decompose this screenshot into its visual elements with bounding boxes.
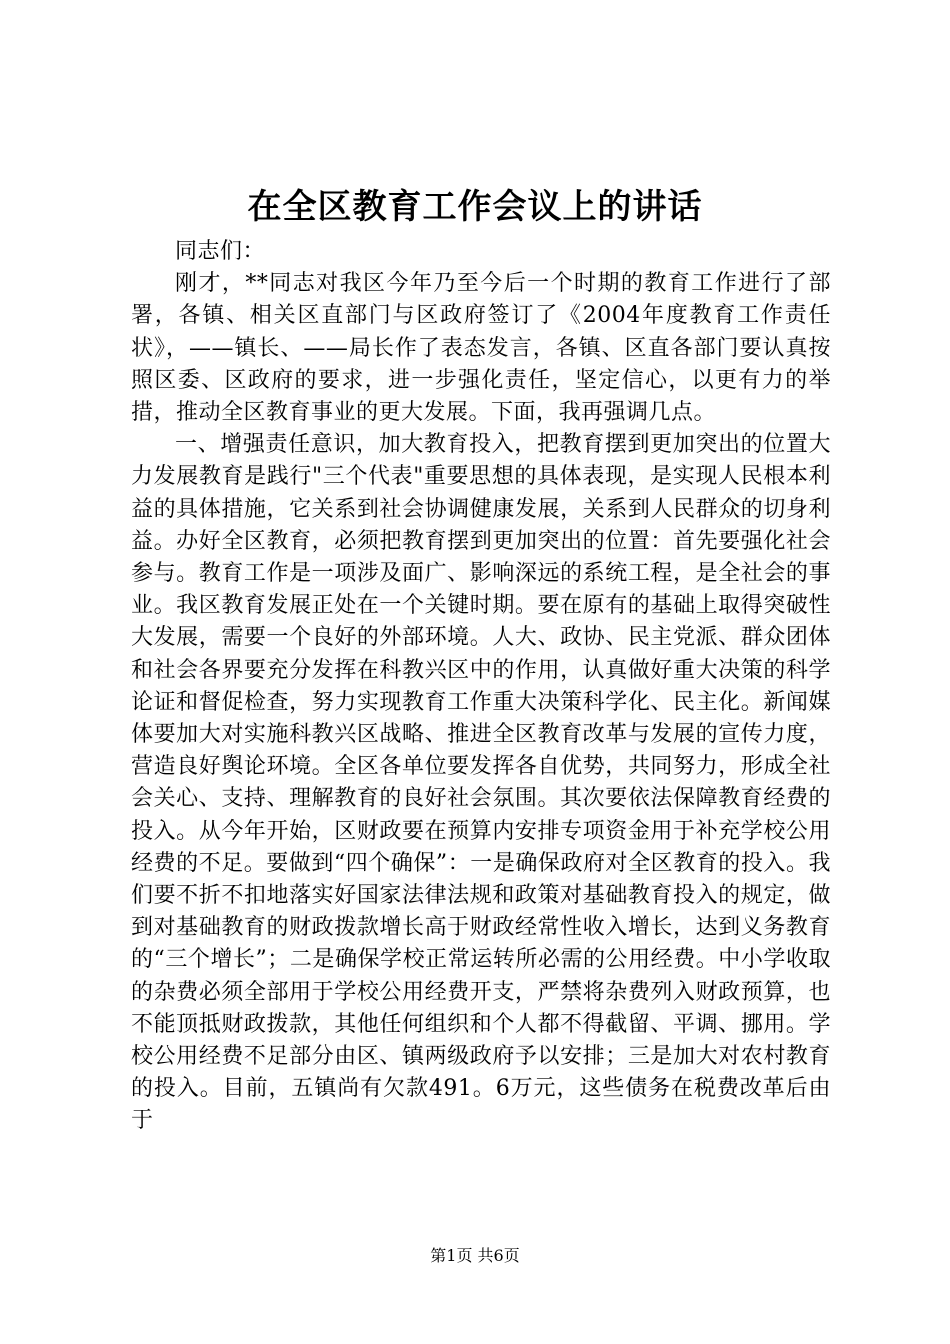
body-paragraph: 一、增强责任意识，加大教育投入，把教育摆到更加突出的位置大力发展教育是践行"三个代表"重要思想的具体表现，是实现人民根本利益的具体措施，它关系到社会协调健康发展，关系到人民群众的切身利益。办好全区教育，必须把教育摆到更加突出的位置：首先要强化社会参与。教育工作是一项涉及面广、影响深远的系统工程，是全社会的事业。我区教育发展正处在一个关键时期。要在原有的基础上取得突破性大发展，需要一个良好的外部环境。人大、政协、民主党派、群众团体和社会各界要充分发挥在科教兴区中的作用，认真做好重大决策的科学论证和督促检查，努力实现教育工作重大决策科学化、民主化。新闻媒体要加大对实施科教兴区战略、推进全区教育改革与发展的宣传力度，营造良好舆论环境。全区各单位要发挥各自优势，共同努力，形成全社会关心、支持、理解教育的良好社会氛围。其次要依法保障教育经费的投入。从今年开始，区财政要在预算内安排专项资金用于补充学校公用经费的不足。要做到“四个确保”：一是确保政府对全区教育的投入。我们要不折不扣地落实好国家法律法规和政策对基础教育投入的规定，做到对基础教育的财政拨款增长高于财政经常性收入增长，达到义务教育的“三个增长”；二是确保学校正常运转所必需的公用经费。中小学收取的杂费必须全部用于学校公用经费开支，严禁将杂费列入财政预算，也不能顶抵财政拨款，其他任何组织和个人都不得截留、平调、挪用。学校公用经费不足部分由区、镇两级政府予以安排；三是加大对农村教育的投入。目前，五镇尚有欠款491。6万元，这些债务在税费改革后由于 xyxy=(131,432,831,1134)
page-number-footer: 第1页 共6页 xyxy=(430,1246,520,1265)
document-body xyxy=(131,236,831,1138)
salutation-paragraph: 同志们： xyxy=(175,239,266,264)
body-paragraph: 刚才，**同志对我区今年乃至今后一个时期的教育工作进行了部署，各镇、相关区直部门与区政府签订了《2004年度教育工作责任状》，——镇长、——局长作了表态发言，各镇、区直各部门要认真按照区委、区政府的要求，进一步强化责任，坚定信心，以更有力的举措，推动全区教育事业的更大发展。下面，我再强调几点。 xyxy=(131,271,831,426)
document-title: 在全区教育工作会议上的讲话 xyxy=(247,187,703,227)
